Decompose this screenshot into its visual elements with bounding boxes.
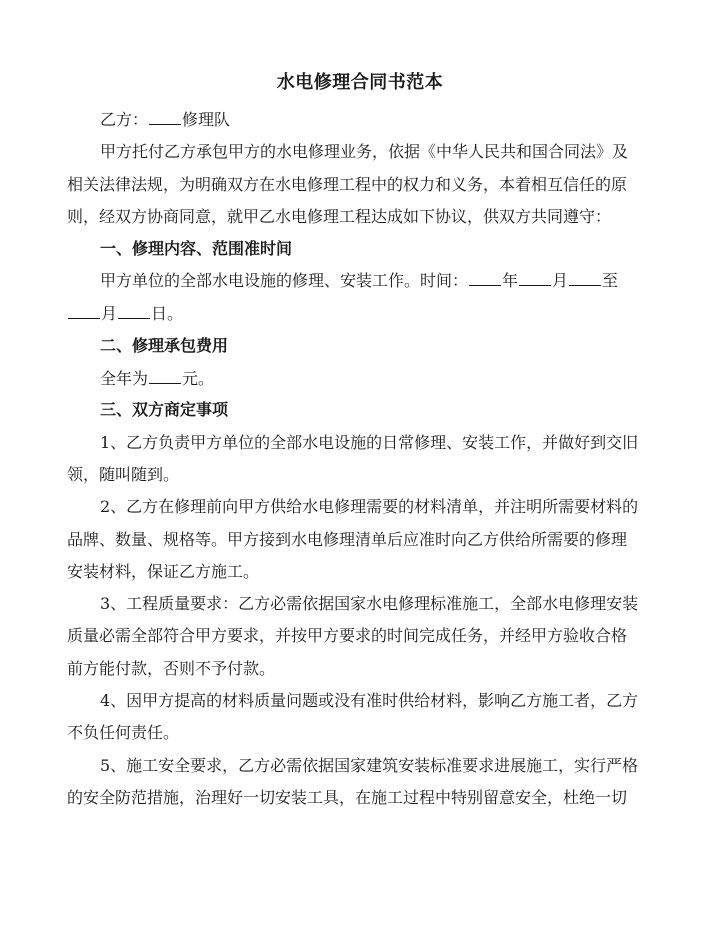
blank-field [569, 269, 601, 286]
unit-month: 月 [552, 271, 569, 290]
blank-field [469, 269, 501, 286]
item3-line-3: 前方能付款，否则不予付款。 [67, 659, 276, 678]
item1-line-2: 领，随叫随到。 [67, 465, 180, 484]
item4-line-1: 4、因甲方提高的材料质量问题或没有准时供给材料，影响乙方施工者，乙方 [100, 691, 639, 710]
section1-heading: 一、修理内容、范围准时间 [100, 239, 293, 258]
party-b-line [0, 108, 720, 132]
intro-line-3: 则，经双方协商同意，就甲乙水电修理工程达成如下协议，供双方共同遵守： [67, 207, 612, 226]
item2-line-3: 安装材料，保证乙方施工。 [67, 562, 260, 581]
section2-line [0, 367, 720, 391]
blank-field [519, 269, 551, 286]
fee-suffix: 元。 [182, 369, 215, 388]
word-to: 至 [602, 271, 619, 290]
blank-field [68, 302, 100, 319]
section3-heading: 三、双方商定事项 [100, 400, 229, 419]
item2-line-2: 品牌、数量、规格等。甲方接到水电修理清单后应准时向乙方供给所需要的修理 [67, 530, 628, 549]
blank-field [118, 302, 150, 319]
intro-line-2: 相关法律法规，为明确双方在水电修理工程中的权力和义务，本着相互信任的原 [67, 175, 628, 194]
fee-prefix: 全年为 [100, 369, 149, 388]
party-b-label: 乙方： [100, 110, 149, 129]
item5-line-2: 的安全防范措施，治理好一切安装工具，在施工过程中特别留意安全，杜绝一切 [67, 788, 628, 807]
intro-line-1: 甲方托付乙方承包甲方的水电修理业务，依据《中华人民共和国合同法》及 [100, 142, 629, 161]
blank-field [149, 108, 181, 125]
section1-line-1 [0, 269, 720, 293]
item4-line-2: 不负任何责任。 [67, 723, 180, 742]
document-title: 水电修理合同书范本 [276, 72, 444, 93]
section1-text: 甲方单位的全部水电设施的修理、安装工作。时间： [100, 271, 469, 290]
section1-line-2 [0, 302, 720, 326]
item5-line-1: 5、施工安全要求，乙方必需依据国家建筑安装标准要求进展施工，实行严格 [100, 756, 639, 775]
unit-day: 日。 [151, 304, 184, 323]
section2-heading: 二、修理承包费用 [100, 336, 229, 355]
item3-line-1: 3、工程质量要求：乙方必需依据国家水电修理标准施工，全部水电修理安装 [100, 594, 639, 613]
unit-year: 年 [502, 271, 519, 290]
item1-line-1: 1、乙方负责甲方单位的全部水电设施的日常修理、安装工作，并做好到交旧 [100, 433, 639, 452]
item3-line-2: 质量必需全部符合甲方要求，并按甲方要求的时间完成任务，并经甲方验收合格 [67, 626, 628, 645]
blank-field [149, 367, 181, 384]
party-b-suffix: 修理队 [182, 110, 231, 129]
unit-month: 月 [101, 304, 118, 323]
item2-line-1: 2、乙方在修理前向甲方供给水电修理需要的材料清单，并注明所需要材料的 [100, 497, 639, 516]
